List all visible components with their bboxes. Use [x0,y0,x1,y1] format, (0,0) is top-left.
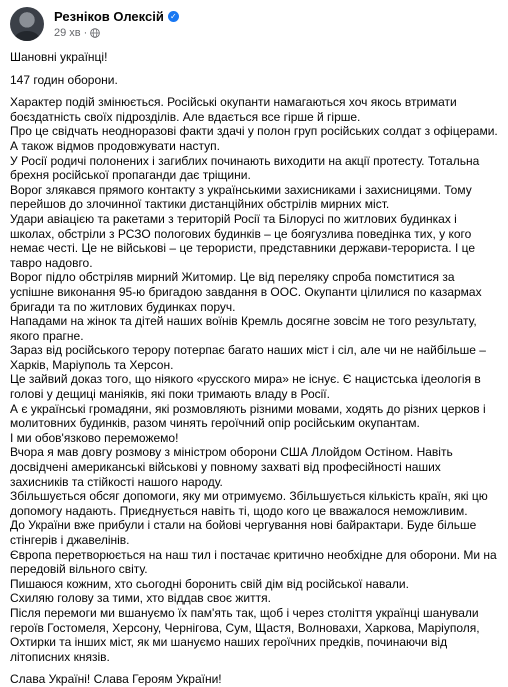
post-paragraph: А є українські громадяни, які розмовляють різними мовами, ходять до різних церков і молитовних будинків, разом чинять героїчний опір російським окупантам. [10,401,486,431]
post-header [10,7,179,41]
author-name[interactable]: Резніков Олексій [54,8,164,24]
author-avatar[interactable] [10,7,44,41]
post-paragraph: Європа перетворюється на наш тил і постачає критично необхідне для оборони. Ми на передовій вільного світу. [10,547,497,577]
post-paragraph: Нападами на жінок та дітей наших воїнів Кремль досягне зовсім не того результату, якого прагне. [10,314,477,343]
post-paragraph: Удари авіацією та ракетами з територій Росії та Білорусі по житлових будинках і школах, обстріли з РСЗО пологових будинків – це боягузлива поведінка тих, у кого немає честі. Це не військові – це терористи, представники держави-терориста. І це тавро надовго. [10,211,476,270]
post-paragraph: Вчора я мав довгу розмову з міністром оборони США Ллойдом Остіном. Навіть досвідчені американські військові у повному захваті від професійності наших захисників та стійкості нашого народу. [10,445,453,489]
post-paragraph: Зараз від російського терору потерпає багато наших міст і сіл, але чи не найбільше – Харків, Маріуполь та Херсон. [10,343,486,372]
post-body [10,50,498,687]
post-paragraph: Характер подій змінюється. Російські окупанти намагаються хоч якось втримати боєздатність своїх підрозділів. Але вдається все гірше й гірше. [10,95,457,124]
post-paragraph: Збільшується обсяг допомоги, яку ми отримуємо. Збільшується кількість країн, які цю допомогу надають. Приєднується навіть ті, щодо кого це вважалося неможливим. [10,489,488,518]
post-paragraph: І ми обов'язково переможемо! [10,430,179,445]
verified-badge-icon: ✓ [168,11,179,22]
post-closing: Слава Україні! Слава Героям України! [10,672,222,687]
author-block [54,9,179,40]
post-paragraph: Ворог злякався прямого контакту з українськими захисниками і захисницями. Тому перейшов до злочинної тактики дистанційних обстрілів мирних міст. [10,182,472,212]
post-greeting: Шановні українці! [10,50,108,64]
post-paragraph: До України вже прибули і стали на бойові чергування нові байрактари. Буде більше стінгерів і джавелінів. [10,518,477,547]
meta-separator: · [83,26,88,39]
post-paragraph: Про це свідчать неодноразові факти здачі у полон груп російських солдат з офіцерами. А також відмов продовжувати наступ. [10,124,498,153]
post-paragraph: Ворог підло обстріляв мирний Житомир. Це від переляку спроба помститися за успішне виконання 95-ю бригадою завдання в ООС. Окупанти цілилися по казармах бригади та по житлових будинках поруч. [10,270,482,314]
post-meta [54,26,179,40]
post-timestamp[interactable]: 29 хв [54,26,81,39]
post-paragraph: Це зайвий доказ того, що ніякого «русского мира» не існує. Є нацистська ідеологія в голові у дещиці маніяків, які поки тримають владу в Росії. [10,372,481,402]
post-paragraph: Схиляю голову за тими, хто віддав своє життя. [10,591,271,606]
post-days: 147 годин оборони. [10,72,118,87]
author-name-row [54,9,179,25]
post-paragraph: Після перемоги ми вшануємо їх пам'ять так, щоб і через століття українці шанували героїв Гостомеля, Херсону, Чернігова, Сум, Щастя, Волновахи, Харкова, Маріуполя, Охтирки та інших міст, як ми шануємо наших героїчних предків, починаючи від літописних князів. [10,605,480,664]
post-paragraph: У Росії родичі полонених і загиблих починають виходити на акції протесту. Тотальна брехня російської пропаганди дає тріщини. [10,153,480,183]
post-paragraph: Пишаюся кожним, хто сьогодні боронить свій дім від російської навали. [10,576,409,591]
globe-icon[interactable] [90,28,100,38]
